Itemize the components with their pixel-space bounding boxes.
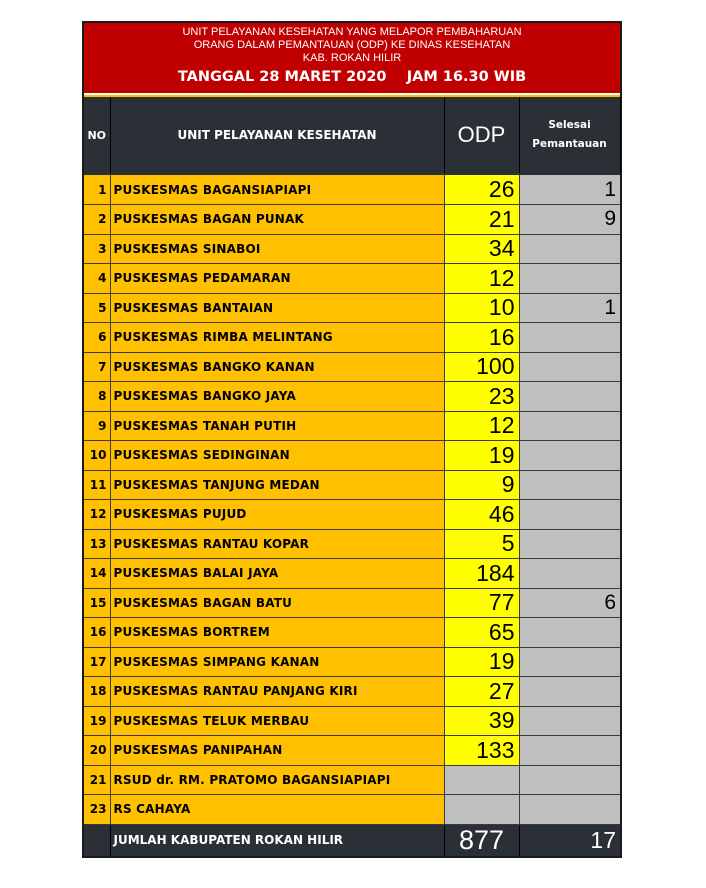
- odp-table: [84, 97, 621, 856]
- row-unit-name: PUSKESMAS RIMBA MELINTANG: [110, 323, 444, 353]
- row-odp-count: 19: [444, 441, 519, 471]
- row-selesai-count: 1: [519, 175, 620, 205]
- row-unit-name: PUSKESMAS PEDAMARAN: [110, 264, 444, 294]
- row-number: 8: [84, 382, 110, 412]
- row-unit-name: PUSKESMAS BAGAN BATU: [110, 588, 444, 618]
- row-number: 3: [84, 234, 110, 264]
- row-unit-name: PUSKESMAS BAGANSIAPIAPI: [110, 175, 444, 205]
- row-unit-name: PUSKESMAS TANJUNG MEDAN: [110, 470, 444, 500]
- row-number: 6: [84, 323, 110, 353]
- row-unit-name: PUSKESMAS BANGKO JAYA: [110, 382, 444, 412]
- column-header-unit: UNIT PELAYANAN KESEHATAN: [110, 97, 444, 173]
- row-odp-count: 9: [444, 470, 519, 500]
- table-row: [84, 529, 620, 559]
- row-selesai-count: 9: [519, 205, 620, 235]
- row-selesai-count: [519, 500, 620, 530]
- row-odp-count: 19: [444, 647, 519, 677]
- row-selesai-count: [519, 382, 620, 412]
- row-unit-name: PUSKESMAS TELUK MERBAU: [110, 706, 444, 736]
- row-selesai-count: [519, 559, 620, 589]
- row-selesai-count: [519, 323, 620, 353]
- row-number: 11: [84, 470, 110, 500]
- row-number: 9: [84, 411, 110, 441]
- table-row: [84, 647, 620, 677]
- row-number: 12: [84, 500, 110, 530]
- row-unit-name: RSUD dr. RM. PRATOMO BAGANSIAPIAPI: [110, 765, 444, 795]
- report-date-time: TANGGAL 28 MARET 2020 JAM 16.30 WIB: [177, 69, 527, 85]
- row-number: 16: [84, 618, 110, 648]
- row-odp-count: 23: [444, 382, 519, 412]
- table-row: [84, 765, 620, 795]
- row-odp-count: 26: [444, 175, 519, 205]
- row-odp-count: [444, 795, 519, 825]
- column-header-odp: ODP: [444, 97, 519, 173]
- row-number: 2: [84, 205, 110, 235]
- row-odp-count: 39: [444, 706, 519, 736]
- column-header-selesai: [519, 97, 620, 173]
- row-number: 14: [84, 559, 110, 589]
- total-odp: 877: [444, 824, 519, 856]
- table-row: [84, 736, 620, 766]
- row-selesai-count: [519, 618, 620, 648]
- row-number: 4: [84, 264, 110, 294]
- table-row: [84, 352, 620, 382]
- total-no-cell: [84, 824, 110, 856]
- row-selesai-count: [519, 352, 620, 382]
- row-odp-count: [444, 765, 519, 795]
- table-row: [84, 588, 620, 618]
- row-odp-count: 27: [444, 677, 519, 707]
- table-row: [84, 323, 620, 353]
- table-row: [84, 205, 620, 235]
- row-number: 15: [84, 588, 110, 618]
- row-number: 18: [84, 677, 110, 707]
- row-number: 23: [84, 795, 110, 825]
- row-odp-count: 12: [444, 411, 519, 441]
- row-odp-count: 5: [444, 529, 519, 559]
- table-row: [84, 175, 620, 205]
- row-selesai-count: [519, 411, 620, 441]
- row-odp-count: 21: [444, 205, 519, 235]
- row-selesai-count: [519, 647, 620, 677]
- row-unit-name: PUSKESMAS RANTAU KOPAR: [110, 529, 444, 559]
- row-number: 7: [84, 352, 110, 382]
- total-label: JUMLAH KABUPATEN ROKAN HILIR: [110, 824, 444, 856]
- row-odp-count: 12: [444, 264, 519, 294]
- table-row: [84, 559, 620, 589]
- row-selesai-count: [519, 529, 620, 559]
- row-odp-count: 100: [444, 352, 519, 382]
- row-selesai-count: [519, 677, 620, 707]
- row-unit-name: PUSKESMAS BANGKO KANAN: [110, 352, 444, 382]
- title-line-2: ORANG DALAM PEMANTAUAN (ODP) KE DINAS KESEHATAN: [193, 39, 511, 51]
- row-unit-name: RS CAHAYA: [110, 795, 444, 825]
- row-number: 10: [84, 441, 110, 471]
- table-row: [84, 618, 620, 648]
- report-title-block: [84, 23, 620, 95]
- table-header-row: [84, 97, 620, 173]
- row-odp-count: 77: [444, 588, 519, 618]
- row-odp-count: 46: [444, 500, 519, 530]
- row-odp-count: 184: [444, 559, 519, 589]
- table-row: [84, 293, 620, 323]
- table-row: [84, 382, 620, 412]
- row-number: 1: [84, 175, 110, 205]
- row-selesai-count: [519, 234, 620, 264]
- row-selesai-count: [519, 441, 620, 471]
- table-row: [84, 264, 620, 294]
- row-selesai-count: [519, 765, 620, 795]
- row-number: 13: [84, 529, 110, 559]
- row-number: 20: [84, 736, 110, 766]
- table-row: [84, 411, 620, 441]
- total-row: [84, 824, 620, 856]
- row-selesai-count: [519, 264, 620, 294]
- row-selesai-count: [519, 706, 620, 736]
- row-unit-name: PUSKESMAS PUJUD: [110, 500, 444, 530]
- row-unit-name: PUSKESMAS BALAI JAYA: [110, 559, 444, 589]
- row-odp-count: 133: [444, 736, 519, 766]
- row-odp-count: 16: [444, 323, 519, 353]
- row-selesai-count: [519, 470, 620, 500]
- row-number: 21: [84, 765, 110, 795]
- row-unit-name: PUSKESMAS PANIPAHAN: [110, 736, 444, 766]
- table-row: [84, 677, 620, 707]
- table-row: [84, 470, 620, 500]
- row-unit-name: PUSKESMAS SEDINGINAN: [110, 441, 444, 471]
- row-unit-name: PUSKESMAS BAGAN PUNAK: [110, 205, 444, 235]
- table-body: [84, 173, 620, 824]
- title-line-1: UNIT PELAYANAN KESEHATAN YANG MELAPOR PEMBAHARUAN: [182, 26, 522, 38]
- row-unit-name: PUSKESMAS SINABOI: [110, 234, 444, 264]
- title-line-3: KAB. ROKAN HILIR: [302, 52, 402, 64]
- row-unit-name: PUSKESMAS SIMPANG KANAN: [110, 647, 444, 677]
- row-number: 19: [84, 706, 110, 736]
- row-unit-name: PUSKESMAS TANAH PUTIH: [110, 411, 444, 441]
- table-row: [84, 795, 620, 825]
- table-row: [84, 706, 620, 736]
- column-header-selesai-line2: Pemantauan: [532, 138, 607, 150]
- row-number: 5: [84, 293, 110, 323]
- row-selesai-count: 1: [519, 293, 620, 323]
- table-row: [84, 441, 620, 471]
- row-unit-name: PUSKESMAS BANTAIAN: [110, 293, 444, 323]
- row-selesai-count: [519, 736, 620, 766]
- row-number: 17: [84, 647, 110, 677]
- row-odp-count: 34: [444, 234, 519, 264]
- row-selesai-count: 6: [519, 588, 620, 618]
- column-header-no: NO: [84, 97, 110, 173]
- row-unit-name: PUSKESMAS RANTAU PANJANG KIRI: [110, 677, 444, 707]
- odp-report-sheet: [82, 21, 622, 858]
- table-row: [84, 234, 620, 264]
- row-odp-count: 10: [444, 293, 519, 323]
- row-selesai-count: [519, 795, 620, 825]
- column-header-selesai-line1: Selesai: [548, 119, 591, 131]
- total-selesai: 17: [519, 824, 620, 856]
- row-odp-count: 65: [444, 618, 519, 648]
- table-row: [84, 500, 620, 530]
- row-unit-name: PUSKESMAS BORTREM: [110, 618, 444, 648]
